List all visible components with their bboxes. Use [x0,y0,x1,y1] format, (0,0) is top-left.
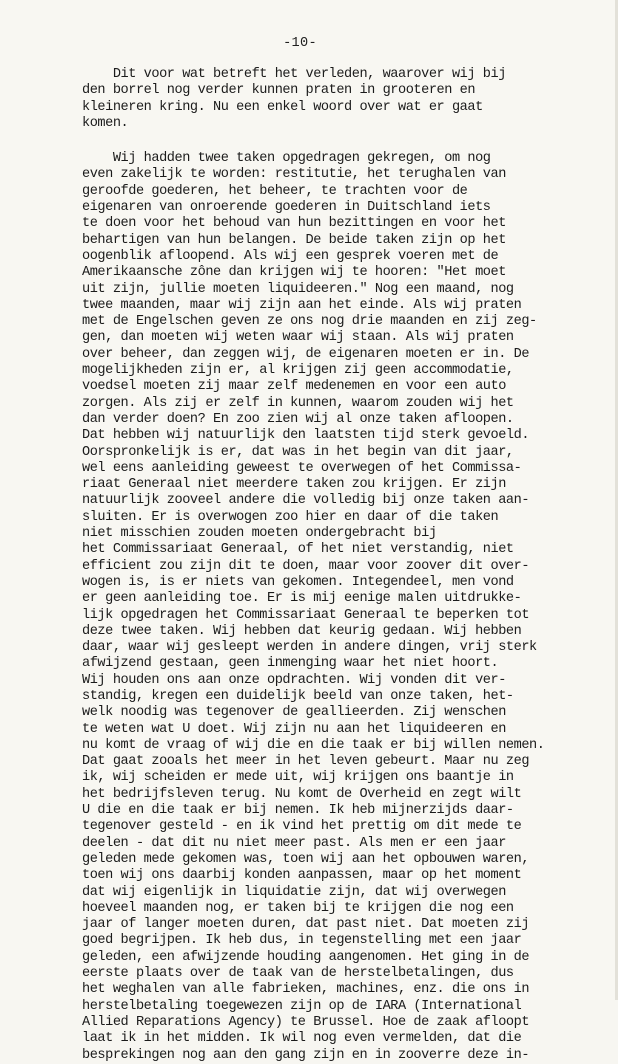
text-line: nu komt de vraag of wij die en die taak er bij willen nemen. [82,737,545,753]
text-line: geroofde goederen, het beheer, te trachten voor de [82,183,468,199]
text-line: Dat hebben wij natuurlijk den laatsten tijd sterk gevoeld. [82,428,530,444]
text-line: daar, waar wij gesleept werden in andere dingen, vrij sterk [82,640,537,656]
text-line: dan verder doen? En zoo zien wij al onze taken afloopen. [82,411,514,427]
text-line: het bedrijfsleven terug. Nu komt de Overheid en zegt wilt [82,786,522,802]
text-line: geleden, een afwijzende houding aangenomen. Het ging in de [82,949,530,965]
text-line: toen wij ons daarbij konden aanpassen, maar op het moment [82,868,522,884]
text-line: het weghalen van alle fabrieken, machines, enz. die ons in [82,982,530,998]
text-line: lijk opgedragen het Commissariaat Generaal te beperken tot [82,607,530,623]
paragraph-1 [82,67,587,132]
text-line: wogen is, is er niets van gekomen. Integendeel, men vond [82,574,514,590]
text-line: voedsel moeten zij maar zelf medenemen en voor een auto [82,379,506,395]
text-line: oogenblik afloopend. Als wij een gesprek voeren met de [82,248,499,264]
text-line: gen, dan moeten wij weten waar wij staan. Als wij praten [82,330,514,346]
text-line: besprekingen nog aan den gang zijn en in zooverre deze in- [82,1047,530,1063]
text-line: geleden mede gekomen was, toen wij aan het opbouwen waren, [82,851,530,867]
text-line: er geen aanleiding toe. Er is mij eenige malen uitdrukke- [82,591,522,607]
text-line: Amerikaansche zône dan krijgen wij te hooren: "Het moet [82,265,506,281]
text-line: behartigen van hun belangen. De beide taken zijn op het [82,232,506,248]
text-line: standig, kregen een duidelijk beeld van onze taken, het- [82,688,514,704]
text-line: zorgen. Als zij er zelf in kunnen, waarom zouden wij het [82,395,514,411]
text-line: herstelbetaling toegewezen zijn op de IARA (International [82,998,522,1014]
text-line: afwijzend gestaan, geen inmenging waar het niet hoort. [82,656,499,672]
text-line: sluiten. Er is overwogen zoo hier en daar of die taken [82,509,499,525]
text-line: met de Engelschen geven ze ons nog drie maanden en zij zeg- [82,314,537,330]
text-line: laat ik in het midden. Ik wil nog even vermelden, dat die [82,1031,522,1047]
text-line: te weten wat U doet. Wij zijn nu aan het liquideeren en [82,721,506,737]
text-line: dat wij eigenlijk in liquidatie zijn, dat wij overwegen [82,884,506,900]
text-line: over beheer, dan zeggen wij, de eigenaren moeten er in. De [82,346,530,362]
text-line: mogelijkheden zijn er, al krijgen zij geen accommodatie, [82,363,514,379]
text-line: komen. [82,115,129,131]
document-body [82,67,587,1064]
text-line: Dit voor wat betreft het verleden, waarover wij bij [82,67,506,82]
page-number: -10- [283,36,317,51]
text-line: Oorspronkelijk is er, dat was in het begin van dit jaar, [82,444,514,460]
text-line: tegenover gesteld - en ik vind het prettig om dit mede te [82,819,522,835]
text-line: te doen voor het behoud van hun bezittingen en voor het [82,216,506,232]
text-line: jaar of langer moeten duren, dat past niet. Dat moeten zij [82,917,530,933]
text-line: hoeveel maanden nog, er taken bij te krijgen die nog een [82,900,514,916]
text-line: het Commissariaat Generaal, of het niet verstandig, niet [82,542,514,558]
text-line: natuurlijk zooveel andere die volledig bij onze taken aan- [82,493,530,509]
paragraph-2 [82,151,587,1064]
text-line: kleineren kring. Nu een enkel woord over wat er gaat [82,99,483,115]
text-line: niet misschien zouden moeten ondergebracht bij [82,526,437,542]
text-line: twee maanden, maar wij zijn aan het einde. Als wij praten [82,297,522,313]
text-line: eerste plaats over de taak van de herstelbetalingen, dus [82,966,514,982]
text-line: welk noodig was tegenover de geallieerden. Zij wenschen [82,705,506,721]
text-line: Wij hadden twee taken opgedragen gekregen, om nog [82,151,491,167]
text-line: riaat Generaal niet meerdere taken zou krijgen. Er zijn [82,477,506,493]
text-line: Wij houden ons aan onze opdrachten. Wij vonden dit ver- [82,672,506,688]
text-line: deze twee taken. Wij hebben dat keurig gedaan. Wij hebben [82,623,522,639]
text-line: Dat gaat zooals het meer in het leven gebeurt. Maar nu zeg [82,754,530,770]
text-line: eigenaren van onroerende goederen in Duitschland iets [82,200,491,216]
text-line: den borrel nog verder kunnen praten in grooteren en [82,83,476,99]
text-line: U die en die taak er bij nemen. Ik heb mijnerzijds daar- [82,803,514,819]
text-line: even zakelijk te worden: restitutie, het terughalen van [82,167,506,183]
text-line: wel eens aanleiding geweest te overwegen of het Commissa- [82,460,522,476]
text-line: uit zijn, jullie moeten liquideeren." Nog een maand, nog [82,281,514,297]
text-line: efficient zou zijn dit te doen, maar voor zoover dit over- [82,558,530,574]
text-line: goed begrijpen. Ik heb dus, in tegenstelling met een jaar [82,933,522,949]
text-line: ik, wij scheiden er mede uit, wij krijgen ons baantje in [82,770,514,786]
text-line: Allied Reparations Agency) te Brussel. Hoe de zaak afloopt [82,1014,530,1030]
text-line: deelen - dat dit nu niet meer past. Als men er een jaar [82,835,506,851]
